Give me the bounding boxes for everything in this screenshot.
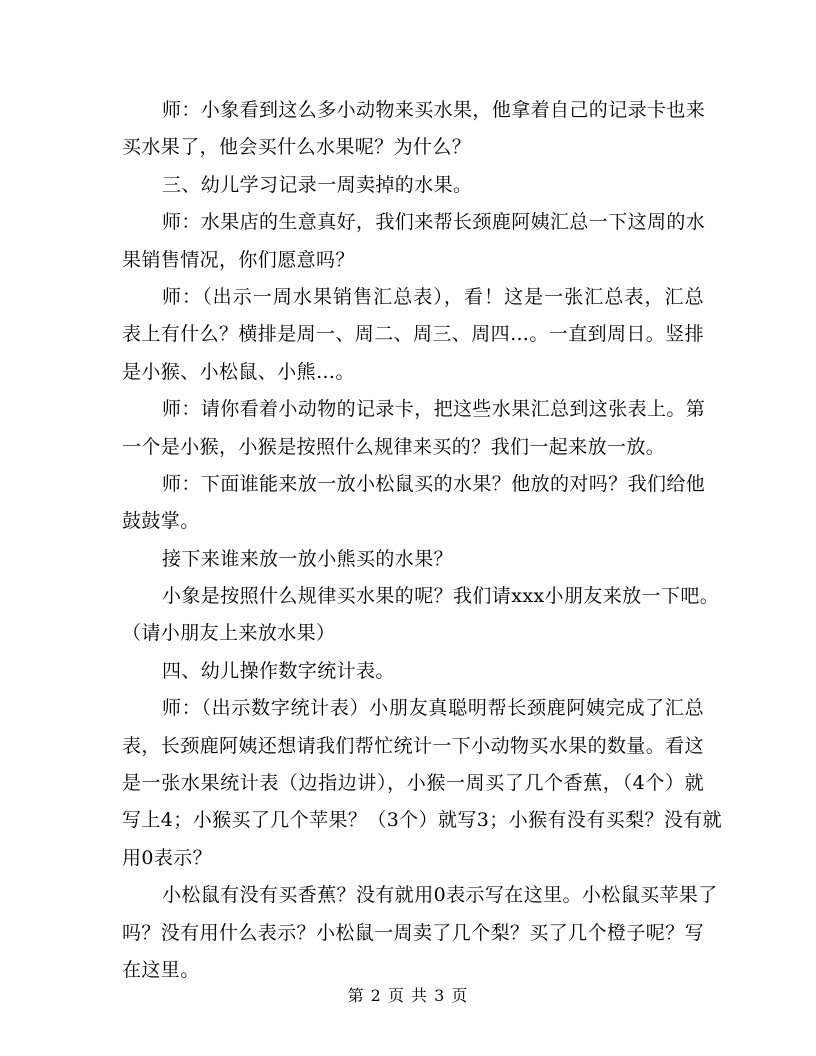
paragraph-line: 是一张水果统计表（边指边讲），小猴一周买了几个香蕉，（4个）就: [122, 772, 704, 795]
paragraph-line: 小松鼠有没有买香蕉？没有就用0表示写在这里。小松鼠买苹果了: [162, 884, 718, 907]
paragraph-line: 师：下面谁能来放一放小松鼠买的水果？他放的对吗？我们给他: [162, 472, 706, 495]
section-heading: 四、幼儿操作数字统计表。: [162, 659, 395, 682]
page-footer: 第 2 页 共 3 页: [347, 986, 469, 1005]
paragraph-line: 表，长颈鹿阿姨还想请我们帮忙统计一下小动物买水果的数量。看这: [122, 734, 705, 757]
paragraph-line: 接下来谁来放一放小熊买的水果？: [162, 547, 454, 570]
paragraph-line: 是小猴、小松鼠、小熊…。: [122, 360, 355, 383]
section-heading: 三、幼儿学习记录一周卖掉的水果。: [162, 173, 473, 196]
paragraph-line: 表上有什么？横排是周一、周二、周三、周四…。一直到周日。竖排: [122, 323, 705, 346]
paragraph-line: 师：请你看着小动物的记录卡，把这些水果汇总到这张表上。第: [162, 398, 706, 421]
paragraph-line: 果销售情况，你们愿意吗？: [122, 248, 355, 271]
paragraph-line: 师：小象看到这么多小动物来买水果，他拿着自己的记录卡也来: [162, 99, 706, 121]
paragraph-line: 写上4；小猴买了几个苹果？（3个）就写3；小猴有没有买梨？没有就: [122, 809, 723, 832]
paragraph-line: 师：（出示一周水果销售汇总表），看！这是一张汇总表，汇总: [162, 285, 704, 308]
document-body: [122, 92, 723, 989]
paragraph-line: 吗？没有用什么表示？小松鼠一周卖了几个梨？买了几个橙子呢？写: [122, 921, 705, 944]
paragraph-line: 鼓鼓掌。: [122, 510, 200, 533]
paragraph-line: （请小朋友上来放水果）: [122, 622, 336, 645]
paragraph-line: 师：（出示数字统计表）小朋友真聪明帮长颈鹿阿姨完成了汇总: [162, 697, 704, 720]
paragraph-line: 师：水果店的生意真好，我们来帮长颈鹿阿姨汇总一下这周的水: [162, 211, 706, 234]
paragraph-line: 在这里。: [122, 958, 200, 981]
paragraph-line: 一个是小猴，小猴是按照什么规律来买的？我们一起来放一放。: [122, 435, 666, 458]
paragraph-line: 小象是按照什么规律买水果的呢？我们请xxx小朋友来放一下吧。: [162, 585, 720, 608]
paragraph-line: 用0表示？: [122, 846, 213, 869]
paragraph-line: 买水果了，他会买什么水果呢？为什么？: [122, 136, 472, 159]
